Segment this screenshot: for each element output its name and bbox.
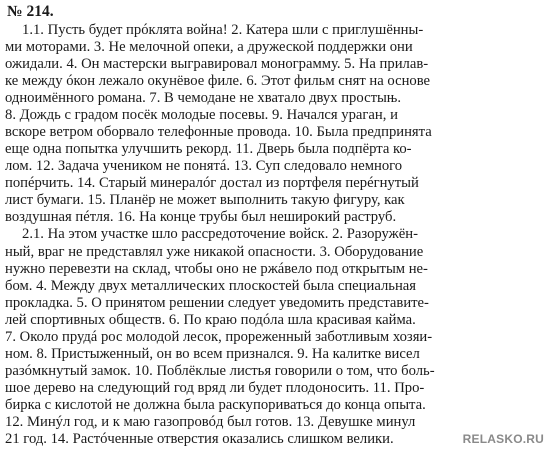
text-line: 7. Около прудá рос молодой лесок, прореженный заботливым хозяи- <box>5 328 433 345</box>
text-line: лист бумаги. 15. Планёр не может выполнить такую фигуру, как <box>5 192 405 209</box>
text-line: шое дерево на следующий год вряд ли будет плодоносить. 11. Про- <box>5 379 425 396</box>
text-line: 12. Минýл год, и к маю газопровóд был готов. 13. Девушке минул <box>5 413 416 430</box>
text-line: бирка с кислотой не должна была раскупориваться до конца опыта. <box>5 396 426 413</box>
exercise-title: № 214. <box>7 3 54 20</box>
text-line: ожидали. 4. Он мастерски выгравировал монограмму. 5. На прилав- <box>5 56 429 73</box>
text-line: 2.1. На этом участке шло рассредоточение войск. 2. Разоружён- <box>22 226 418 243</box>
text-line: разóмкнутый замок. 10. Поблёклые листья говорили о том, что боль- <box>5 362 435 379</box>
text-line: прокладка. 5. О принятом решении следует уведомить представите- <box>5 294 429 311</box>
text-line: воздушная пéтля. 16. На конце трубы был неширокий раструб. <box>5 209 397 226</box>
text-line: 21 год. 14. Растóченные отверстия оказались слишком велики. <box>5 430 394 447</box>
text-line: вскоре ветром оборвало телефонные провода. 10. Была предпринята <box>5 124 432 141</box>
text-line: 8. Дождь с градом посёк молодые посевы. 9. Начался ураган, и <box>5 107 398 124</box>
text-line: ке между óкон лежало окунёвое филе. 6. Этот фильм снят на основе <box>5 73 431 90</box>
text-line: 1.1. Пусть будет прóклята война! 2. Катера шли с приглушённы- <box>22 22 424 38</box>
text-line: бом. 4. Между двух металлических плоскостей была специальная <box>5 277 417 294</box>
text-line: лей спортивных обществ. 6. По краю подóла шла красивая кайма. <box>5 311 416 328</box>
text-line: одноимённого романа. 7. В чемодане не хватало двух простыњ. <box>5 90 402 107</box>
text-line: ный, враг не представлял уже никакой опасности. 3. Оборудование <box>5 243 424 260</box>
text-line: ми моторами. 3. Не мелочной опеки, а дружеской поддержки они <box>5 39 413 56</box>
text-line: лом. 12. Задача учеником не понятá. 13. Суп следовало немного <box>5 158 403 175</box>
text-line: нужно перевезти на склад, чтобы оно не ржáвело под открытым не- <box>5 260 428 277</box>
site-watermark: RELASKO.RU <box>462 432 544 446</box>
text-line: попéрчить. 14. Старый минералóг достал из портфеля перéгнутый <box>5 175 419 192</box>
text-line: ном. 8. Пристыженный, он во всем признался. 9. На калитке висел <box>5 345 420 362</box>
text-line: еще одна попытка улучшить рекорд. 11. Дверь была подпёрта ко- <box>5 141 412 158</box>
